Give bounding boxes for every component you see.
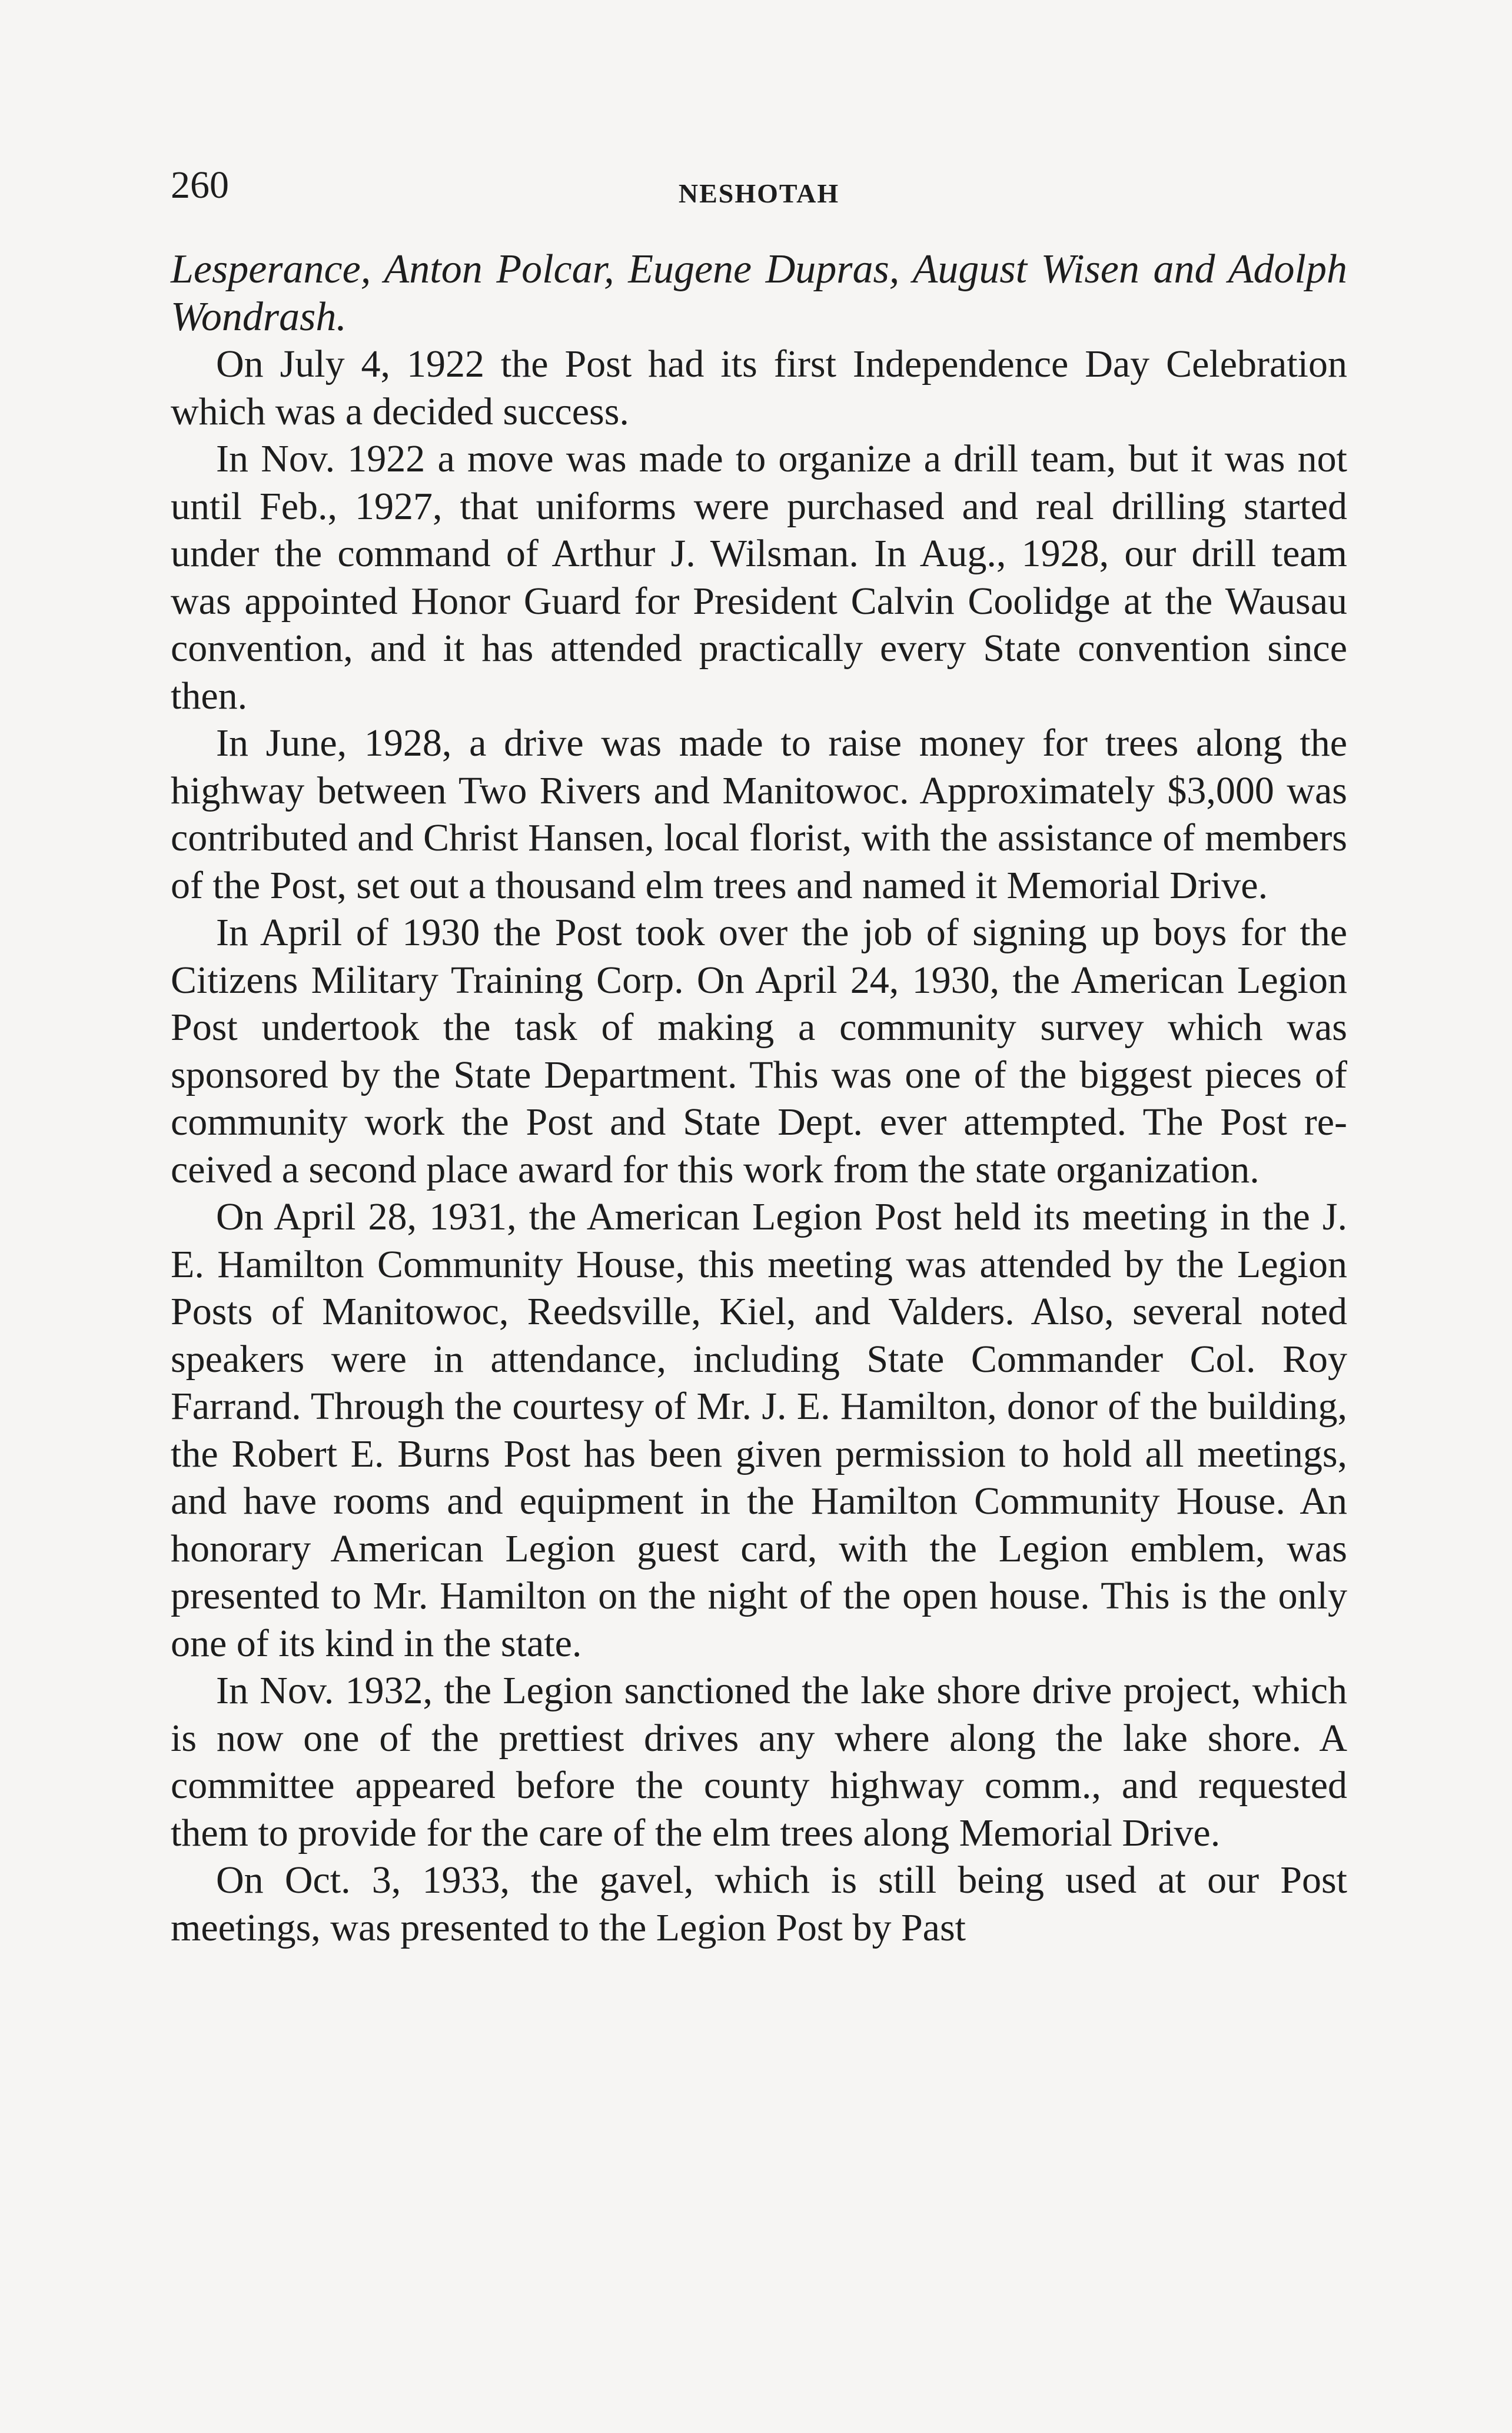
body-text — [171, 246, 1347, 1952]
paragraph-lake-shore-drive: In Nov. 1932, the Legion sanctioned the lake shore drive project, which is now one of the prettiest drives any where along the lake shore. A committee appeared before the county highway comm., and requested them to provide for the care of the elm trees along Memorial Drive. — [171, 1669, 1347, 1854]
paragraph-gavel: On Oct. 3, 1933, the gavel, which is still being used at our Post meetings, was presented to the Legion Post by Past — [171, 1859, 1347, 1949]
paragraph-names-continued: Lesperance, Anton Polcar, Eugene Dupras, August Wisen and Adolph Wondrash. — [171, 247, 1347, 340]
page-header — [171, 166, 1347, 219]
page-number: 260 — [171, 164, 229, 207]
paragraph-independence-day: On July 4, 1922 the Post had its first Independence Day Celebration which was a decided success. — [171, 343, 1347, 433]
paragraph-community-survey: In April of 1930 the Post took over the job of signing up boys for the Citizens Military Training Corp. On April 24, 1930, the American Legion Post undertook the task of making a community survey which was sponsored by the State Department. This was one of the biggest pieces of community work the Post and State Dept. ever attempted. The Post received a second place award for this work from the state organization. — [171, 911, 1347, 1191]
paragraph-drill-team: In Nov. 1922 a move was made to organize a drill team, but it was not until Feb., 1927, that uniforms were purchased and real drilling started under the command of Arthur J. Wilsman. In Aug., 1928, our drill team was appointed Honor Guard for President Calvin Coolidge at the Wausau convention, and it has attended practically every State convention since then. — [171, 437, 1347, 717]
running-title: NESHOTAH — [678, 178, 840, 208]
paragraph-memorial-drive: In June, 1928, a drive was made to raise money for trees along the highway between Two Rivers and Manitowoc. Approximately $3,000 was contributed and Christ Hansen, local florist, with the assistance of members of the Post, set out a thousand elm trees and named it Memorial Drive. — [171, 722, 1347, 907]
paragraph-community-house: On April 28, 1931, the American Legion Post held its meeting in the J. E. Hamilton Community House, this meeting was attended by the Legion Posts of Manitowoc, Reedsville, Kiel, and Valders. Also, several noted speakers were in attendance, including State Commander Col. Roy Farrand. Through the courtesy of Mr. J. E. Hamilton, donor of the building, the Robert E. Burns Post has been given permission to hold all meetings, and have rooms and equipment in the Hamilton Community House. An honorary American Legion guest card, with the Legion emblem, was presented to Mr. Hamilton on the night of the open house. This is the only one of its kind in the state. — [171, 1195, 1347, 1665]
